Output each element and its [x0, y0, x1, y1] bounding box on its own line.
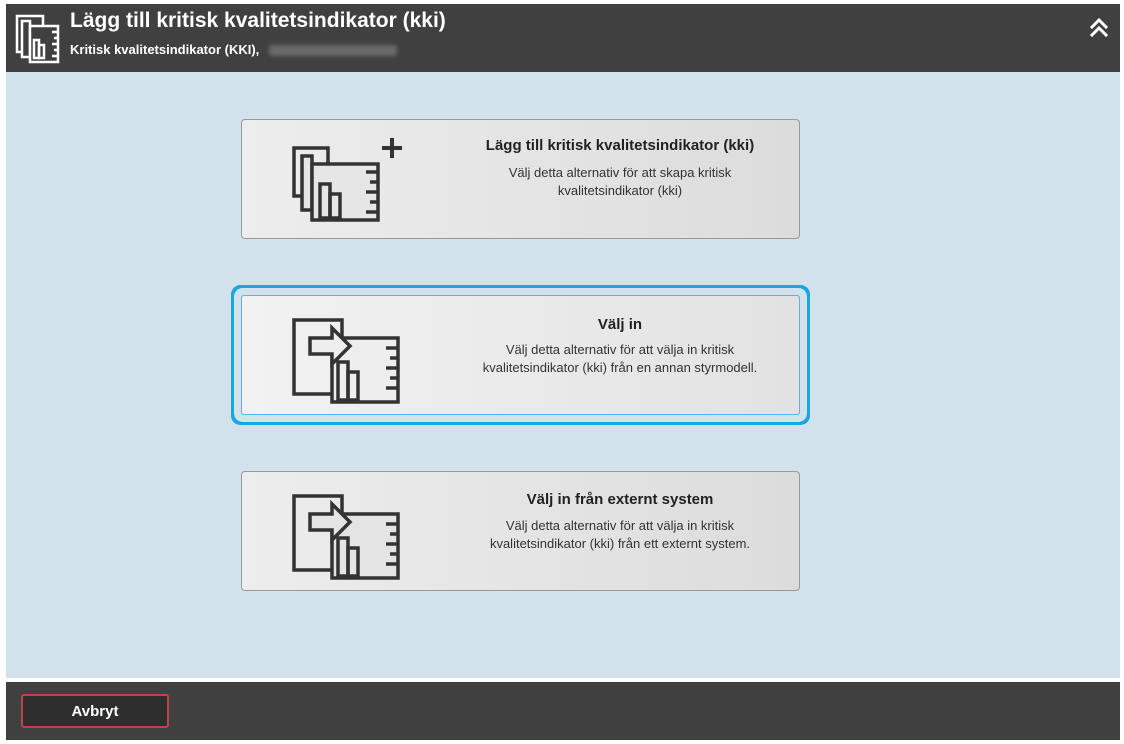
dialog-header [6, 4, 1120, 72]
option-description-line: kvalitetsindikator (kki) från en annan styrmodell. [482, 360, 758, 375]
option-description [454, 341, 786, 377]
option-title: Lägg till kritisk kvalitetsindikator (kki) [485, 137, 755, 154]
redacted-name [269, 45, 397, 56]
add-kpi-option[interactable] [241, 119, 800, 239]
cancel-button[interactable]: Avbryt [21, 694, 169, 728]
option-description [454, 164, 786, 200]
option-area [6, 72, 1120, 678]
page-subtitle [70, 42, 397, 57]
option-description [454, 517, 786, 553]
option-description-line: Välj detta alternativ för att välja in kritisk [505, 518, 735, 533]
option-description-line: kvalitetsindikator (kki) [557, 183, 683, 198]
add-kpi-icon [288, 138, 408, 228]
option-description-line: Välj detta alternativ för att välja in kritisk [505, 342, 735, 357]
dialog-footer [6, 682, 1120, 740]
option-description-line: Välj detta alternativ för att skapa kritisk [508, 165, 732, 180]
page-title: Lägg till kritisk kvalitetsindikator (kki) [70, 9, 446, 32]
import-external-kpi-option[interactable] [241, 471, 800, 591]
option-description-line: kvalitetsindikator (kki) från ett externt system. [489, 536, 751, 551]
import-external-kpi-icon [288, 490, 408, 580]
import-kpi-option[interactable] [241, 295, 800, 415]
subtitle-text: Kritisk kvalitetsindikator (KKI), [70, 42, 260, 57]
collapse-button[interactable] [1084, 12, 1114, 42]
option-title: Välj in från externt system [526, 491, 714, 508]
import-kpi-icon [288, 314, 408, 404]
double-chevron-up-icon [1088, 16, 1110, 38]
kpi-chart-icon [14, 12, 62, 64]
option-title: Välj in [597, 316, 643, 333]
